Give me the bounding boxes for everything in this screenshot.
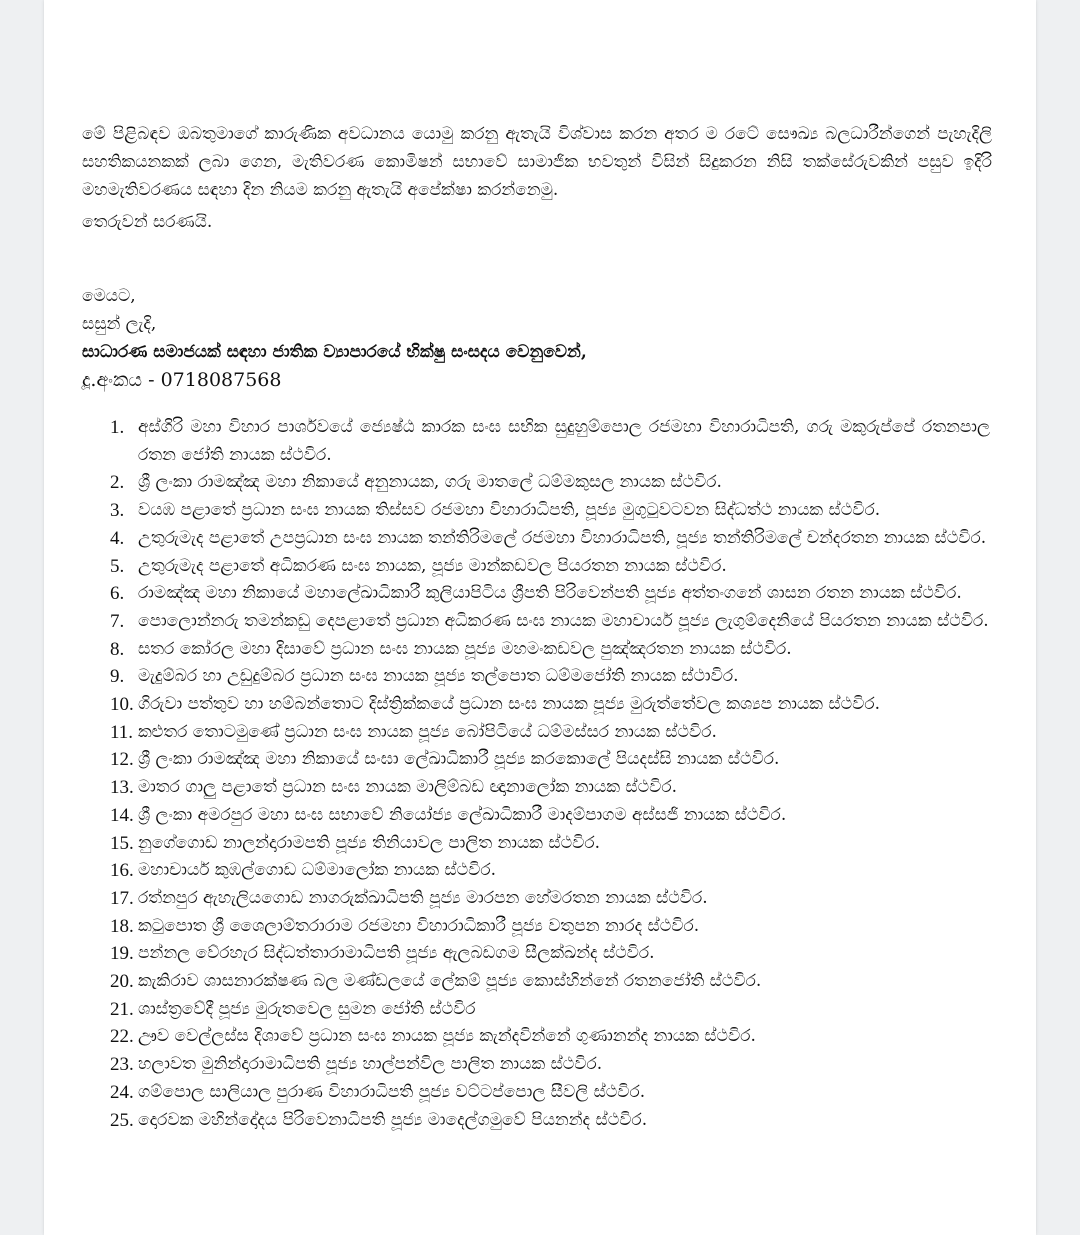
list-item-number: 22. — [110, 1026, 134, 1048]
list-item — [110, 1023, 990, 1051]
list-item — [110, 553, 990, 581]
list-item-text: ගම්පොල සාලියාල පුරාණ විහාරාධිපති පූජ්‍ය වට්ටප්පොල සීවලි ස්ථවිර. — [138, 1081, 646, 1102]
sign-off-phone: දූ.අංකය - 0718087568 — [82, 369, 282, 391]
list-item-number: 13. — [110, 777, 134, 799]
list-item-text: ශාස්ත්‍රවේදී පූජ්‍ය මුරුතවෙල සුමන ජෝති ස්ථවිර — [138, 998, 476, 1019]
sign-off-block — [82, 282, 587, 394]
list-item — [110, 746, 990, 774]
list-item — [110, 719, 990, 747]
list-item-text: ඌව වෙල්ලස්ස දිශාවේ ප්‍රධාන සංඝ නායක පූජ්‍ය කැන්දවින්නේ ගුණානන්ද නායක ස්ථවිර. — [138, 1026, 756, 1047]
salutation: තෙරුවන් සරණයි. — [82, 212, 213, 232]
list-item-number: 5. — [110, 555, 125, 577]
list-item-text: හලාවත මුනින්දාරාමාධිපති පූජ්‍ය හාල්පන්විල පාලිත නායක ස්ථවිර. — [138, 1054, 603, 1075]
list-item — [110, 857, 990, 885]
list-item-text: මැදුම්බර හා උඩුදුම්බර ප්‍රධාන සංඝ නායක පූජ්‍ය තල්පොත ධම්මජෝති නායක ස්ථාවිර. — [138, 666, 739, 687]
list-item-text: ශ්‍රී ලංකා රාමඤ්ඤ මහා නිකායේ අනුනායක, ගරු මාතලේ ධම්මකුසල නායක ස්ථවිර. — [138, 472, 722, 493]
list-item-number: 14. — [110, 804, 134, 826]
list-item-number: 4. — [110, 527, 125, 549]
list-item-number: 16. — [110, 860, 134, 882]
list-item — [110, 497, 990, 525]
sign-off-organization: සාධාරණ සමාජයක් සඳහා ජාතික ව්‍යාපාරයේ භික්ෂු සංසදය වෙනුවෙන්, — [82, 342, 587, 362]
list-item — [110, 1079, 990, 1107]
list-item — [110, 580, 990, 608]
document-page — [44, 0, 1036, 1235]
list-item-text: උතුරුමැද පළාතේ අධිකරණ සංඝ නායක, පූජ්‍ය මාන්කඩවල පියරතන නායක ස්ථවිර. — [138, 555, 727, 576]
list-item-number: 7. — [110, 610, 125, 632]
sign-off-line2: සසුන් ලැදි, — [82, 314, 157, 334]
list-item-text: අස්ගිරි මහා විහාර පාර්ශවයේ ජ්‍යෙෂ්ඨ කාරක සංඝ සභික සුදුහුම්පොල රජමහා විහාරාධිපති, ගරු මකුරුප්පේ රතනපාල රතන ජෝති නායක ස්ථවිර. — [138, 417, 990, 465]
list-item-text: ශ්‍රී ලංකා අමරපුර මහා සංඝ සභාවේ නියෝජ්‍ය ලේඛාධිකාරී මාදම්පාගම අස්සජි නායක ස්ථවිර. — [138, 804, 787, 825]
list-item — [110, 913, 990, 941]
list-item — [110, 691, 990, 719]
signatory-list — [110, 414, 990, 1134]
list-item-number: 23. — [110, 1054, 134, 1076]
list-item — [110, 636, 990, 664]
list-item-text: රත්නපුර ඇහැලියගොඩ නාගරුක්ඛාධිපති පූජ්‍ය මාරපන හේමරතන නායක ස්ථවිර. — [138, 887, 708, 908]
list-item — [110, 830, 990, 858]
list-item-number: 19. — [110, 943, 134, 965]
list-item — [110, 525, 990, 553]
list-item-number: 10. — [110, 694, 134, 716]
list-item-text: ගිරුවා පත්තුව හා හම්බන්තොට දිස්ත්‍රික්කයේ ප්‍රධාන සංඝ නායක පූජ්‍ය මුරුත්තේවල කශ්‍යප නායක ස්ථවිර. — [138, 694, 881, 715]
list-item-number: 15. — [110, 832, 134, 854]
list-item-number: 3. — [110, 500, 125, 522]
list-item-number: 12. — [110, 749, 134, 771]
body-paragraph: මේ පිළිබඳව ඔබතුමාගේ කාරුණික අවධානය යොමු කරනු ඇතැයි විශ්වාස කරන අතර ම රටේ සෞඛ්‍ය බලධාරීන්ගෙන් පැහැදිලි සහතිකයනකක් ලබා ගෙන, මැතිවරණ කොමිෂන් සභාවේ සාමාජික භවතුන් විසින් සිදුකරන නිසි තක්සේරුවකින් පසුව ඉදිරි මහමැතිවරණය සඳහා දින නියම කරනු ඇතැයි අපේක්ෂා කරන්නෙමු. — [82, 124, 992, 200]
list-item-number: 21. — [110, 998, 134, 1020]
list-item-text: ශ්‍රී ලංකා රාමඤ්ඤ මහා නිකායේ සංඝා ලේඛාධිකාරී පූජ්‍ය කරකොලේ පියදස්සි නායක ස්ථවිර. — [138, 749, 780, 770]
list-item — [110, 802, 990, 830]
list-item-number: 24. — [110, 1081, 134, 1103]
list-item-number: 18. — [110, 915, 134, 937]
list-item-text: උතුරුමැද පළාතේ උපප්‍රධාන සංඝ නායක තන්තිරිමලේ රජමහා විහාරාධිපති, පූජ්‍ය තන්තිරිමලේ චන්දරතන නායක ස්ථවිර. — [138, 527, 987, 548]
list-item-text: මහාචාර්ය කුඹල්ගොඩ ධම්මාලෝක නායක ස්ථවිර. — [138, 860, 497, 881]
list-item-text: කැකිරාව ශාසනාරක්ෂණ බල මණ්ඩලයේ ලේකම් පූජ්‍ය කොස්හින්නේ රතනජෝති ස්ථවිර. — [138, 971, 762, 992]
list-item — [110, 1051, 990, 1079]
list-item-text: කළුතර තොටමුණේ ප්‍රධාන සංඝ නායක පූජ්‍ය බෝපිටියේ ධම්මස්සර නායක ස්ථවිර. — [138, 721, 717, 742]
list-item — [110, 414, 990, 469]
list-item — [110, 940, 990, 968]
list-item-number: 8. — [110, 638, 125, 660]
list-item-text: රාමඤ්ඤ මහා නිකායේ මහාලේඛාධිකාරී කුලියාපිටිය ශ්‍රීපති පිරිවෙන්පති පූජ්‍ය අත්තංගනේ ශාසන රතන නායක ස්ථවිර. — [138, 583, 962, 604]
list-item — [110, 968, 990, 996]
list-item-number: 2. — [110, 472, 125, 494]
list-item-number: 11. — [110, 721, 134, 743]
list-item-number: 20. — [110, 971, 134, 993]
list-item-number: 6. — [110, 583, 125, 605]
list-item — [110, 996, 990, 1024]
sign-off-line1: මෙයට, — [82, 286, 136, 306]
list-item-text: දොරවක මහින්දෝදය පිරිවෙනාධිපති පූජ්‍ය මාදෙල්ගමුවේ පියනන්ද ස්ථවිර. — [138, 1109, 648, 1130]
list-item — [110, 469, 990, 497]
list-item — [110, 1107, 990, 1135]
list-item-text: පන්නල වේරහැර සිද්ධත්තාරාමාධිපති පූජ්‍ය ඇලබඩගම සීලක්ඛන්ද ස්ථවිර. — [138, 943, 655, 964]
list-item-number: 1. — [110, 417, 125, 438]
list-item — [110, 885, 990, 913]
list-item-text: වයඹ පළාතේ ප්‍රධාන සංඝ නායක තිස්සව රජමහා විහාරාධිපති, පූජ්‍ය මුගුටුවටවන සිද්ධත්ථ නායක ස්ථවිර. — [138, 500, 881, 521]
list-item — [110, 663, 990, 691]
list-item-text: පොලොන්නරු තමන්කඩු දෙපළාතේ ප්‍රධාන අධිකරණ සංඝ නායක මහාචාර්ය පූජ්‍ය ලැගුම්දෙනියේ පියරතන නායක ස්ථවිර. — [138, 610, 989, 631]
list-item — [110, 608, 990, 636]
list-item-text: සතර කෝරල මහා දිසාවේ ප්‍රධාන සංඝ නායක පූජ්‍ය මහමංකඩවල පුඤ්ඤරතන නායක ස්ථවිර. — [138, 638, 792, 659]
list-item-number: 9. — [110, 666, 125, 688]
list-item — [110, 774, 990, 802]
list-item-text: කටුපොත ශ්‍රී ශෛලාම්තරාරාම රජමහා විහාරාධිකාරී පූජ්‍ය වතුපන නාරද ස්ථවිර. — [138, 915, 700, 936]
list-item-number: 17. — [110, 887, 134, 909]
list-item-number: 25. — [110, 1109, 134, 1131]
list-item-text: නුගේගොඩ නාලන්දාරාමපති පූජ්‍ය තිනියාවල පාලිත නායක ස්ථවිර. — [138, 832, 601, 853]
list-item-text: මාතර ගාලු පළාතේ ප්‍රධාන සංඝ නායක මාලිම්බඩ ඥානාලෝක නායක ස්ථවිර. — [138, 777, 678, 798]
